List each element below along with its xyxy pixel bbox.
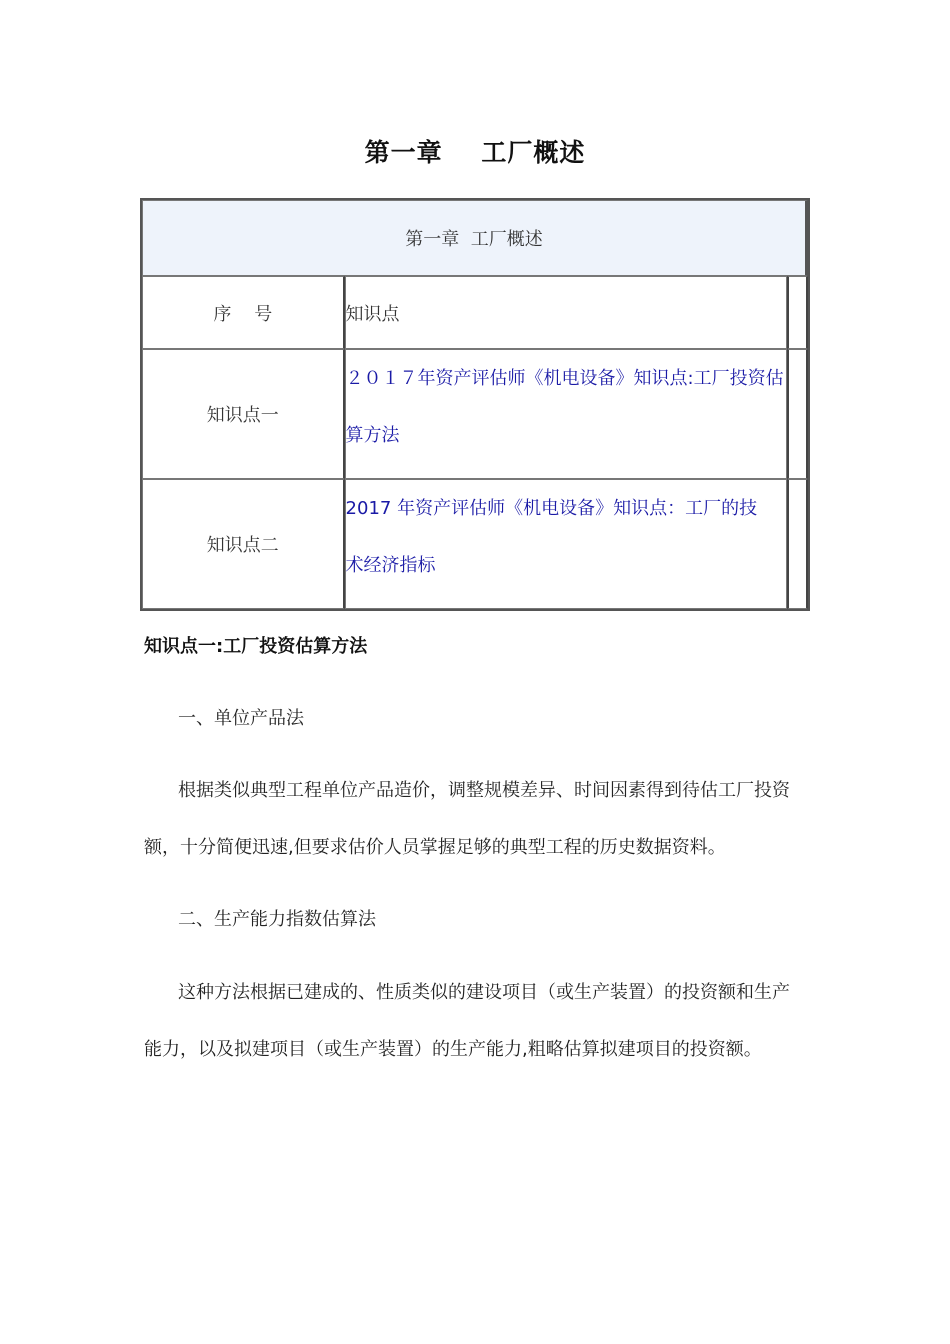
table-header-row bbox=[142, 276, 808, 349]
paragraph-capacity-index: 这种方法根据已建成的、性质类似的建设项目（或生产装置）的投资额和生产能力，以及拟建项目（或生产装置）的生产能力,粗略估算拟建项目的投资额。 bbox=[144, 982, 790, 1060]
table-row bbox=[142, 479, 808, 609]
subheading-capacity-index: 二、生产能力指数估算法 bbox=[178, 909, 376, 930]
section-heading: 知识点一:工厂投资估算方法 bbox=[144, 636, 368, 657]
table-header: 第一章 工厂概述 bbox=[142, 200, 808, 276]
knowledge-point-link[interactable]: ２０１７年资产评估师《机电设备》知识点:工厂投资估算方法 bbox=[345, 368, 784, 446]
table-row bbox=[142, 349, 808, 479]
knowledge-points-table bbox=[140, 198, 810, 611]
row-index: 知识点二 bbox=[206, 535, 279, 556]
column-index-label: 序 号 bbox=[213, 303, 273, 325]
paragraph-unit-product: 根据类似典型工程单位产品造价，调整规模差异、时间因素得到待估工厂投资额，十分简便迅速,但要求估价人员掌握足够的典型工程的历史数据资料。 bbox=[144, 780, 790, 858]
knowledge-point-link[interactable]: 2017 年资产评估师《机电设备》知识点：工厂的技术经济指标 bbox=[345, 498, 758, 576]
page-title: 第一章 工厂概述 bbox=[364, 138, 586, 167]
row-index: 知识点一 bbox=[206, 405, 279, 426]
subheading-unit-product: 一、单位产品法 bbox=[178, 708, 304, 729]
column-point-label: 知识点 bbox=[345, 303, 400, 325]
